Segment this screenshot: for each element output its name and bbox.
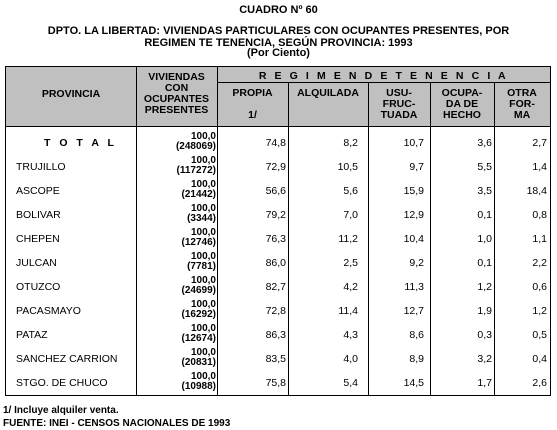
otra-cell: 2,2 [532, 257, 547, 269]
table-row [6, 347, 550, 371]
table-number: CUADRO Nº 60 [239, 4, 318, 16]
otra-cell: 2,7 [532, 137, 547, 149]
viviendas-cell [136, 300, 216, 320]
provincia-cell: JULCAN [16, 257, 57, 269]
alquilada-cell: 8,2 [343, 137, 358, 149]
viviendas-count: (21442) [181, 189, 216, 200]
header-viviendas-line: PRESENTES [144, 104, 209, 116]
alquilada-cell: 10,5 [337, 161, 358, 173]
header-propia [217, 88, 288, 121]
usufructuada-cell: 12,7 [403, 305, 424, 317]
provincia-cell: CHEPEN [16, 233, 60, 245]
viviendas-cell [136, 324, 216, 344]
viviendas-percent: 100,0 [190, 323, 216, 334]
propia-cell: 86,0 [265, 257, 286, 269]
header-ocupada [430, 88, 494, 121]
footnote: 1/ Incluye alquiler venta. [3, 405, 119, 416]
otra-cell: 1,4 [532, 161, 547, 173]
ocupada-cell: 0,3 [477, 329, 492, 341]
ocupada-cell: 3,6 [477, 137, 492, 149]
viviendas-cell [136, 204, 216, 224]
ocupada-cell: 3,5 [477, 185, 492, 197]
usufructuada-cell: 10,7 [403, 137, 424, 149]
viviendas-count: (20831) [181, 357, 216, 368]
table-header [6, 67, 550, 127]
viviendas-cell [136, 132, 216, 152]
header-propia-note: 1/ [248, 109, 257, 121]
otra-cell: 0,4 [532, 353, 547, 365]
otra-cell: 1,1 [532, 233, 547, 245]
viviendas-percent: 100,0 [190, 203, 216, 214]
propia-cell: 76,3 [265, 233, 286, 245]
propia-cell: 56,6 [265, 185, 286, 197]
alquilada-cell: 5,4 [343, 377, 358, 389]
table-row [6, 155, 550, 179]
alquilada-cell: 4,3 [343, 329, 358, 341]
table-row [6, 131, 550, 155]
viviendas-cell [136, 228, 216, 248]
viviendas-cell [136, 348, 216, 368]
viviendas-percent: 100,0 [190, 251, 216, 262]
otra-cell: 0,6 [532, 281, 547, 293]
header-otra-line: FOR- [509, 98, 535, 110]
viviendas-count: (7781) [187, 261, 216, 272]
data-table [5, 66, 551, 396]
alquilada-cell: 11,2 [338, 233, 358, 245]
header-usufructuada-line: TUADA [380, 109, 418, 121]
propia-cell: 75,8 [265, 377, 286, 389]
viviendas-count: (117272) [176, 165, 216, 176]
usufructuada-cell: 15,9 [403, 185, 424, 197]
otra-cell: 18,4 [526, 185, 547, 197]
header-usufructuada-line: USU- [386, 87, 412, 99]
table-row [6, 371, 550, 395]
viviendas-count: (16292) [181, 309, 216, 320]
viviendas-count: (12674) [181, 333, 216, 344]
viviendas-cell [136, 276, 216, 296]
usufructuada-cell: 8,6 [409, 329, 424, 341]
ocupada-cell: 5,5 [477, 161, 492, 173]
viviendas-cell [136, 252, 216, 272]
header-otra [494, 88, 550, 121]
header-ocupada-line: DA DE [445, 98, 479, 110]
provincia-cell: PACASMAYO [16, 305, 81, 317]
ocupada-cell: 0,1 [477, 257, 492, 269]
viviendas-count: (3344) [187, 213, 216, 224]
provincia-cell: PATAZ [16, 329, 48, 341]
alquilada-cell: 4,0 [343, 353, 358, 365]
header-viviendas [136, 72, 217, 116]
alquilada-cell: 7,0 [343, 209, 358, 221]
provincia-cell: SANCHEZ CARRION [16, 353, 118, 365]
header-subdivider [217, 82, 550, 83]
source-note: FUENTE: INEI - CENSOS NACIONALES DE 1993 [3, 418, 231, 429]
propia-cell: 86,3 [265, 329, 286, 341]
title-line-1: DPTO. LA LIBERTAD: VIVIENDAS PARTICULARES CON OCUPANTES PRESENTES, POR [47, 25, 510, 37]
header-alquilada: ALQUILADA [297, 87, 359, 99]
propia-cell: 72,8 [265, 305, 286, 317]
usufructuada-cell: 10,4 [403, 233, 424, 245]
viviendas-percent: 100,0 [190, 299, 216, 310]
viviendas-count: (12746) [181, 237, 216, 248]
viviendas-count: (10988) [181, 381, 216, 392]
table-row [6, 275, 550, 299]
table-row [6, 299, 550, 323]
viviendas-percent: 100,0 [190, 155, 216, 166]
header-regimen: R E G I M E N D E T E N E N C I A [258, 70, 509, 82]
header-viviendas-line: VIVIENDAS [148, 71, 205, 83]
viviendas-percent: 100,0 [190, 227, 216, 238]
header-usufructuada [368, 88, 430, 121]
ocupada-cell: 0,1 [477, 209, 492, 221]
title-line-2: REGIMEN TE TENENCIA, SEGÚN PROVINCIA: 1993 [144, 37, 413, 49]
propia-cell: 74,8 [265, 137, 286, 149]
propia-cell: 72,9 [265, 161, 286, 173]
usufructuada-cell: 11,3 [404, 281, 424, 293]
table-row [6, 323, 550, 347]
provincia-cell: STGO. DE CHUCO [16, 377, 108, 389]
header-otra-line: MA [513, 109, 531, 121]
provincia-cell: T O T A L [44, 137, 117, 149]
viviendas-count: (24699) [181, 285, 216, 296]
alquilada-cell: 5,6 [343, 185, 358, 197]
header-ocupada-line: OCUPA- [441, 87, 483, 99]
ocupada-cell: 1,9 [477, 305, 492, 317]
viviendas-cell [136, 156, 216, 176]
viviendas-cell [136, 180, 216, 200]
alquilada-cell: 11,4 [338, 305, 358, 317]
propia-cell: 79,2 [265, 209, 286, 221]
propia-cell: 82,7 [265, 281, 286, 293]
viviendas-percent: 100,0 [190, 347, 216, 358]
propia-cell: 83,5 [265, 353, 286, 365]
otra-cell: 0,5 [532, 329, 547, 341]
header-propia-label: PROPIA [232, 87, 273, 99]
usufructuada-cell: 9,2 [409, 257, 424, 269]
table-row [6, 251, 550, 275]
header-otra-line: OTRA [507, 87, 537, 99]
usufructuada-cell: 8,9 [409, 353, 424, 365]
usufructuada-cell: 14,5 [403, 377, 424, 389]
header-viviendas-line: OCUPANTES [143, 93, 210, 105]
header-provincia: PROVINCIA [41, 88, 101, 100]
title-units: (Por Ciento) [247, 47, 310, 59]
alquilada-cell: 2,5 [343, 257, 358, 269]
otra-cell: 2,6 [532, 377, 547, 389]
viviendas-percent: 100,0 [190, 275, 216, 286]
table-row [6, 179, 550, 203]
provincia-cell: OTUZCO [16, 281, 61, 293]
usufructuada-cell: 9,7 [409, 161, 424, 173]
viviendas-cell [136, 372, 216, 392]
ocupada-cell: 1,7 [477, 377, 492, 389]
viviendas-percent: 100,0 [190, 179, 216, 190]
otra-cell: 1,2 [532, 305, 547, 317]
alquilada-cell: 4,2 [343, 281, 358, 293]
ocupada-cell: 3,2 [477, 353, 492, 365]
viviendas-percent: 100,0 [190, 371, 216, 382]
usufructuada-cell: 12,9 [403, 209, 424, 221]
header-ocupada-line: HECHO [443, 109, 481, 121]
provincia-cell: BOLIVAR [16, 209, 61, 221]
otra-cell: 0,8 [532, 209, 547, 221]
table-row [6, 203, 550, 227]
ocupada-cell: 1,0 [477, 233, 492, 245]
table-row [6, 227, 550, 251]
provincia-cell: TRUJILLO [16, 161, 66, 173]
viviendas-percent: 100,0 [190, 131, 216, 142]
provincia-cell: ASCOPE [16, 185, 60, 197]
header-usufructuada-line: FRUC- [382, 98, 416, 110]
viviendas-count: (248069) [175, 141, 216, 152]
ocupada-cell: 1,2 [477, 281, 492, 293]
header-viviendas-line: CON [164, 82, 189, 94]
